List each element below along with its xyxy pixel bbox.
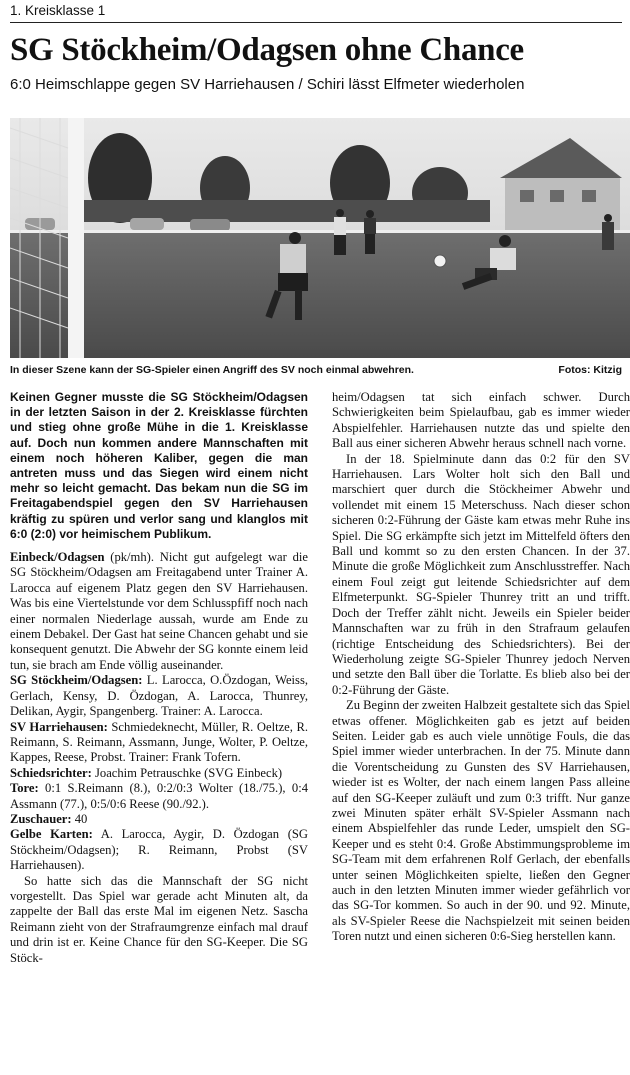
lead-text: (pk/mh). Nicht gut aufgelegt war die SG Stöckheim/Odagsen am Freitagabend unter Trainer A. Larocca auf eigenem Platz gegen den SV Harriehausen. Was bis eine Viertelstunde vor dem Schlusspfiff noch nach einer normalen Niederlage aussah, wurde am Ende zu einem Debakel. Der Gast hat seine Chancen gehabt und sie konsequent genutzt. Die Abwehr der SG konnte einem leid tun, sie brach am Ende völlig auseinander. — [10, 550, 308, 672]
top-rule — [10, 22, 622, 23]
left-column — [10, 390, 308, 966]
headline: SG Stöckheim/Odagsen ohne Chance — [10, 32, 524, 68]
photo-caption: In dieser Szene kann der SG-Spieler einen Angriff des SV noch einmal abwehren. — [10, 364, 414, 376]
fact-line: Tore: 0:1 S.Reimann (8.), 0:2/0:3 Wolter (18./75.), 0:4 Assmann (77.), 0:5/0:6 Reese (90./92.). — [10, 781, 308, 811]
body-paragraph: heim/Odagsen tat sich einfach schwer. Durch Schwierigkeiten beim Spielaufbau, gab es immer wieder Abspielfehler. Harriehausen nutzte das und spielte den Ball aus einer sicheren Abwehr heraus schnell nach vorne. — [332, 390, 630, 451]
fact-line: Schiedsrichter: Joachim Petrauschke (SVG Einbeck) — [10, 765, 283, 780]
article-intro: Keinen Gegner musste die SG Stöckheim/Odagsen in der letzten Saison in der 2. Kreisklasse fürchten und stieg ohne große Mühe in die 1. Kreisklasse auf. Doch nun kommen andere Mannschaften mit einem noch höheren Kaliber, gegen die man antreten muss und das Siegen wird einem nicht mehr so leicht gemacht. Das bekam nun die SG im Freitagabendspiel gegen den SV Harriehausen kräftig zu spüren und verlor sang und klanglos mit 6:0 (2:0) vor heimischem Publikum. — [10, 390, 308, 541]
subline: 6:0 Heimschlappe gegen SV Harriehausen / Schiri lässt Elfmeter wiederholen — [10, 76, 525, 93]
article-lead — [10, 550, 308, 673]
section-kicker: 1. Kreisklasse 1 — [10, 3, 106, 18]
match-photo — [10, 118, 630, 358]
body-paragraph: Zu Beginn der zweiten Halbzeit gestaltete sich das Spiel etwas offener. Möglichkeiten gab es jetzt auf beiden Seiten. Leider gab es auch viele unnötige Fouls, die das Spiel immer wieder unterbrachen. In der 75. Minute dann die Vorentscheidung zu Gunsten des SV Harriehausen, wieder ist es Wolter, der nach einem langen Pass alleine auf den SG-Keeper zuläuft und zum 0:3 trifft. Nur ganze zwei Minuten später erhält SV-Spieler Assmann nach einem Abspielfehler das runde Leder, umspielt den SG-Keeper und es steht 0:4. Große Abstimmungsprobleme im SG-Team mit dem erfahrenen Rolf Gerlach, der ebenfalls unter seinen Möglichkeiten spielte, ließen den Gegner auch in den letzten Minuten immer wieder gefährlich vor das SG-Tor kommen. So auch in der 90. und 92. Minute, als SV-Spieler Reese die Nachspielzeit mit seinen beiden Toren nutzt und einen sicheren 0:6-Sieg herstellen kann. — [332, 698, 630, 944]
body-paragraph: In der 18. Spielminute dann das 0:2 für den SV Harriehausen. Lars Wolter holt sich den Ball und marschiert quer durch die Stöckheimer Abwehr und vollendet mit einem 15 Meterschuss. Nach dieser schon sicheren 0:2-Führung der Gäste kam etwas mehr Ruhe ins Spiel. Die SG erkämpfte sich jetzt im Mittelfeld öfters den Ball und kommt so zu den ersten Chancen. In der 37. Minute die große Möglichkeit zum Anschlusstreffer. Nach einem Foul zeigt gut leitende Schiedsrichter auf dem Elfmeterpunkt. SG-Spieler Thunrey tritt an und trifft. Doch der Treffer zählt nicht. Jeweils ein Spieler beider Mannschaften war zu früh in den Strafraum gelaufen (richtige Entscheidung des Schiedsrichters). Bei der Wiederholung zeigte SG-Spieler Thunrey jedoch Nerven und setzte den Ball über die Torlatte. Es blieb also bei der 0:2-Führung der Gäste. — [332, 451, 630, 697]
fact-line: Zuschauer: 40 — [10, 811, 88, 826]
dateline: Einbeck/Odagsen — [10, 550, 105, 565]
fact-line: Gelbe Karten: A. Larocca, Aygir, D. Özdogan (SG Stöckheim/Odagsen); R. Reimann, Probst (SV Harriehausen). — [10, 827, 308, 873]
body-paragraph: So hatte sich das die Mannschaft der SG nicht vorgestellt. Das Spiel war gerade acht Minuten alt, da zappelte der Ball das erste Mal im eigenen Netz. Sascha Reimann zieht von der Strafraumgrenze einfach mal drauf und drin ist er. Keine Chance für den SG-Keeper. Die SG Stöck- — [10, 873, 308, 965]
fact-line: SG Stöckheim/Odagsen: L. Larocca, O.Özdogan, Weiss, Gerlach, Kensy, D. Özdogan, A. Larocca, Thunrey, Delikan, Aygir, Spangenberg. Trainer: A. Larocca. — [10, 673, 309, 719]
photo-credit: Fotos: Kitzig — [558, 364, 622, 376]
fact-line: SV Harriehausen: Schmiedeknecht, Müller, R. Oeltze, R. Reimann, S. Reimann, Assmann, Junge, Wolter, P. Oeltze, Kappes, Reese, Probst. Trainer: Frank Tofern. — [10, 719, 309, 765]
right-column — [332, 390, 630, 945]
photo-caption-row — [10, 364, 622, 376]
